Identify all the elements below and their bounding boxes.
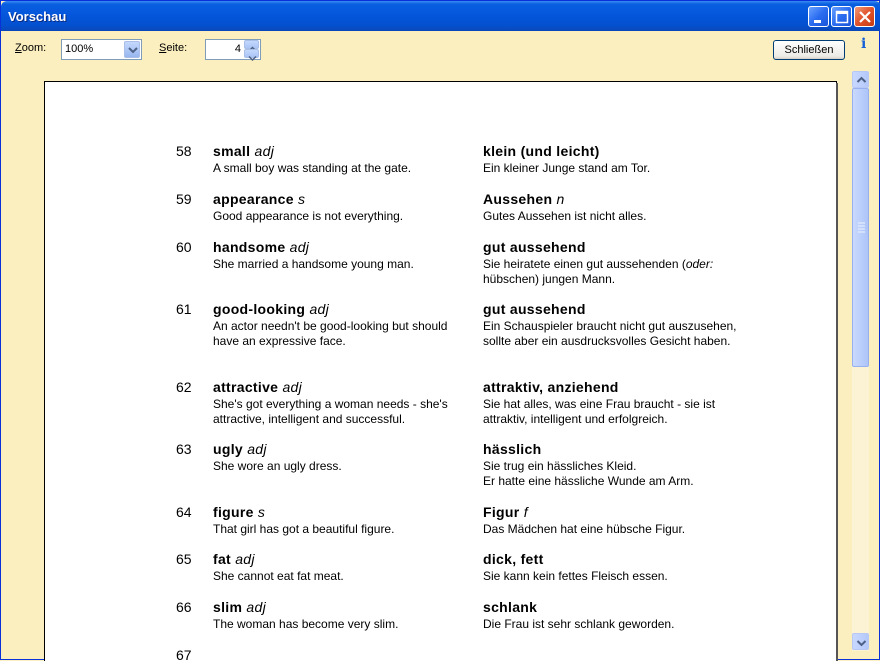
entry-number: 60 [176, 239, 192, 255]
zoom-label: Zoom: [15, 42, 47, 54]
source-example: She married a handsome young man. [213, 257, 414, 271]
page-value: 4 [234, 43, 241, 55]
entry-number: 64 [176, 504, 192, 520]
target-word: hässlich [483, 441, 542, 457]
page-down-button[interactable] [244, 49, 259, 58]
target-example: Sie kann kein fettes Fleisch essen. [483, 569, 668, 583]
target-example: Ein Schauspieler braucht nicht gut auszusehen, sollte aber ein ausdrucksvolles Gesicht haben. [483, 319, 737, 348]
entry-number: 58 [176, 143, 192, 159]
source-word: slim adj [213, 599, 267, 615]
minimize-button[interactable] [808, 6, 829, 27]
source-example: She's got everything a woman needs - she's attractive, intelligent and successful. [213, 397, 448, 426]
preview-page [44, 81, 837, 661]
scroll-thumb[interactable] [852, 88, 869, 367]
target-example: Gutes Aussehen ist nicht alles. [483, 209, 647, 223]
title-bar[interactable] [1, 1, 880, 31]
target-word: Figur f [483, 504, 528, 520]
source-example: An actor needn't be good-looking but should have an expressive face. [213, 319, 448, 348]
page-up-button[interactable] [244, 40, 259, 49]
maximize-icon [832, 7, 853, 28]
target-example: Die Frau ist sehr schlank geworden. [483, 617, 675, 631]
target-word: gut aussehend [483, 301, 586, 317]
target-word: attraktiv, anziehend [483, 379, 619, 395]
source-example: She wore an ugly dress. [213, 459, 342, 473]
source-word: fat adj [213, 551, 255, 567]
source-word: small adj [213, 143, 275, 159]
grip-icon [853, 89, 870, 368]
target-word: schlank [483, 599, 538, 615]
entry-number: 62 [176, 379, 192, 395]
entry-number: 63 [176, 441, 192, 457]
target-example: Sie heiratete einen gut aussehenden (oder: hübschen) jungen Mann. [483, 257, 714, 286]
target-example: Ein kleiner Junge stand am Tor. [483, 161, 651, 175]
target-word: gut aussehend [483, 239, 586, 255]
page-stepper[interactable] [205, 39, 261, 60]
close-button-label: Schließen [784, 44, 834, 56]
source-word: attractive adj [213, 379, 303, 395]
zoom-select[interactable] [61, 39, 142, 60]
scroll-down-icon [853, 634, 870, 651]
window-title: Vorschau [8, 9, 67, 24]
entry-number: 66 [176, 599, 192, 615]
scroll-up-icon [853, 72, 870, 89]
target-word: dick, fett [483, 551, 544, 567]
source-word: ugly adj [213, 441, 267, 457]
scroll-down-button[interactable] [852, 633, 869, 650]
target-example: Sie hat alles, was eine Frau braucht - sie ist attraktiv, intelligent und erfolgreich. [483, 397, 716, 426]
target-word: Aussehen n [483, 191, 565, 207]
source-example: Good appearance is not everything. [213, 209, 404, 223]
source-word: handsome adj [213, 239, 310, 255]
source-example: The woman has become very slim. [213, 617, 399, 631]
info-icon[interactable]: i [861, 36, 867, 52]
vertical-scrollbar[interactable] [852, 71, 869, 651]
chevron-down-icon [125, 42, 141, 59]
close-icon [855, 7, 876, 28]
zoom-value: 100% [65, 43, 94, 55]
source-word: appearance s [213, 191, 306, 207]
entry-number: 67 [176, 647, 192, 661]
source-example: She cannot eat fat meat. [213, 569, 344, 583]
target-example: Sie trug ein hässliches Kleid. Er hatte eine hässliche Wunde am Arm. [483, 459, 694, 488]
source-word: figure s [213, 504, 266, 520]
target-word: klein (und leicht) [483, 143, 600, 159]
entry-number: 61 [176, 301, 192, 317]
target-example: Das Mädchen hat eine hübsche Figur. [483, 522, 686, 536]
spin-down-icon [245, 54, 260, 63]
close-window-button[interactable] [854, 6, 875, 27]
minimize-icon [809, 7, 830, 28]
source-word: good-looking adj [213, 301, 330, 317]
source-example: That girl has got a beautiful figure. [213, 522, 395, 536]
scroll-up-button[interactable] [852, 71, 869, 88]
page-label: Seite: [159, 42, 188, 54]
close-button[interactable] [773, 40, 845, 60]
source-example: A small boy was standing at the gate. [213, 161, 412, 175]
entry-number: 59 [176, 191, 192, 207]
maximize-button[interactable] [831, 6, 852, 27]
entry-number: 65 [176, 551, 192, 567]
zoom-dropdown-button[interactable] [124, 41, 140, 58]
page-shadow [836, 83, 838, 661]
